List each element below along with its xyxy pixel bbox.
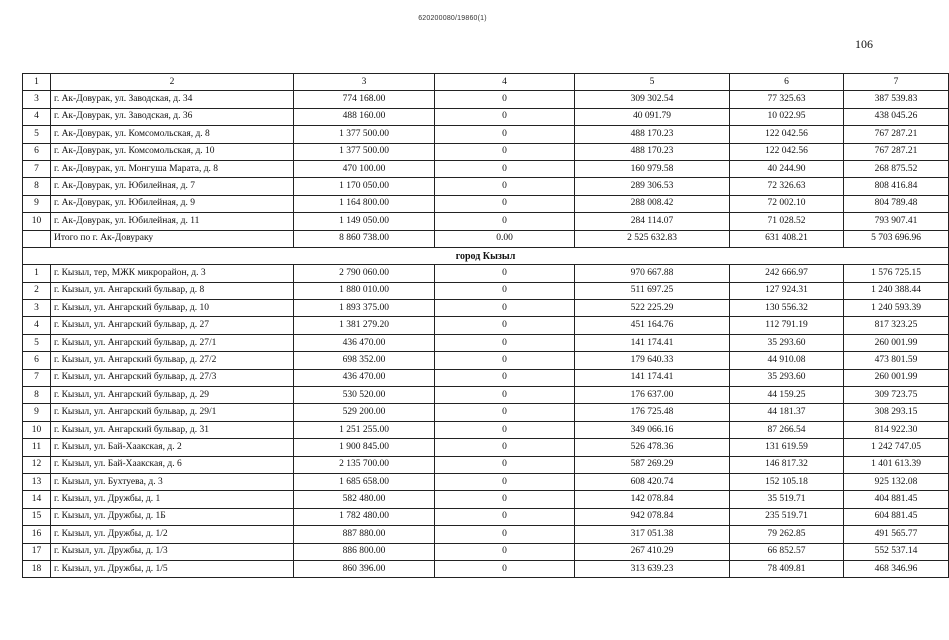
col-3-value: 1 377 500.00 [294, 126, 435, 143]
col-7-value: 925 132.08 [844, 473, 949, 490]
col-6-value: 122 042.56 [730, 126, 844, 143]
col-6-value: 79 262.85 [730, 526, 844, 543]
col-7-value: 5 703 696.96 [844, 230, 949, 247]
col-3-value: 529 200.00 [294, 404, 435, 421]
col-4-value: 0 [435, 526, 575, 543]
column-header: 4 [435, 74, 575, 91]
col-3-value: 2 790 060.00 [294, 265, 435, 282]
address: г. Кызыл, ул. Бухтуева, д. 3 [51, 473, 294, 490]
table-row [23, 300, 949, 317]
col-3-value: 530 520.00 [294, 387, 435, 404]
col-5-value: 142 078.84 [575, 491, 730, 508]
table-row [23, 352, 949, 369]
col-6-value: 35 293.60 [730, 334, 844, 351]
col-7-value: 1 240 388.44 [844, 282, 949, 299]
row-number: 5 [23, 334, 51, 351]
col-7-value: 1 401 613.39 [844, 456, 949, 473]
col-4-value: 0 [435, 160, 575, 177]
col-7-value: 793 907.41 [844, 213, 949, 230]
col-5-value: 160 979.58 [575, 160, 730, 177]
col-3-value: 1 149 050.00 [294, 213, 435, 230]
col-3-value: 2 135 700.00 [294, 456, 435, 473]
table-row [23, 387, 949, 404]
col-6-value: 152 105.18 [730, 473, 844, 490]
col-5-value: 451 164.76 [575, 317, 730, 334]
row-number: 15 [23, 508, 51, 525]
col-6-value: 112 791.19 [730, 317, 844, 334]
col-5-value: 309 302.54 [575, 91, 730, 108]
row-number: 7 [23, 369, 51, 386]
row-number: 7 [23, 160, 51, 177]
col-3-value: 8 860 738.00 [294, 230, 435, 247]
col-6-value: 87 266.54 [730, 421, 844, 438]
col-6-value: 131 619.59 [730, 439, 844, 456]
col-6-value: 130 556.32 [730, 300, 844, 317]
col-3-value: 1 377 500.00 [294, 143, 435, 160]
row-number: 4 [23, 317, 51, 334]
col-4-value: 0 [435, 491, 575, 508]
col-6-value: 44 159.25 [730, 387, 844, 404]
row-number: 18 [23, 560, 51, 577]
col-7-value: 808 416.84 [844, 178, 949, 195]
col-4-value: 0 [435, 265, 575, 282]
col-5-value: 526 478.36 [575, 439, 730, 456]
col-6-value: 122 042.56 [730, 143, 844, 160]
col-4-value: 0.00 [435, 230, 575, 247]
row-number: 6 [23, 143, 51, 160]
column-header: 1 [23, 74, 51, 91]
address: г. Ак-Довурак, ул. Заводская, д. 34 [51, 91, 294, 108]
col-5-value: 176 637.00 [575, 387, 730, 404]
address: г. Ак-Довурак, ул. Монгуша Марата, д. 8 [51, 160, 294, 177]
table-row [23, 560, 949, 577]
table-row [23, 508, 949, 525]
address: г. Кызыл, ул. Дружбы, д. 1/5 [51, 560, 294, 577]
col-6-value: 40 244.90 [730, 160, 844, 177]
col-4-value: 0 [435, 126, 575, 143]
col-3-value: 1 893 375.00 [294, 300, 435, 317]
col-6-value: 146 817.32 [730, 456, 844, 473]
col-4-value: 0 [435, 404, 575, 421]
address: г. Кызыл, ул. Бай-Хаакская, д. 6 [51, 456, 294, 473]
col-4-value: 0 [435, 369, 575, 386]
col-4-value: 0 [435, 108, 575, 125]
col-4-value: 0 [435, 352, 575, 369]
col-6-value: 72 326.63 [730, 178, 844, 195]
col-5-value: 488 170.23 [575, 126, 730, 143]
table-body [23, 74, 949, 578]
data-table [22, 73, 949, 578]
col-6-value: 71 028.52 [730, 213, 844, 230]
table-row [23, 91, 949, 108]
col-6-value: 72 002.10 [730, 195, 844, 212]
col-5-value: 284 114.07 [575, 213, 730, 230]
col-5-value: 40 091.79 [575, 108, 730, 125]
col-7-value: 552 537.14 [844, 543, 949, 560]
address: г. Кызыл, ул. Ангарский бульвар, д. 27/3 [51, 369, 294, 386]
address: г. Кызыл, ул. Дружбы, д. 1 [51, 491, 294, 508]
col-4-value: 0 [435, 195, 575, 212]
row-number: 6 [23, 352, 51, 369]
col-5-value: 141 174.41 [575, 334, 730, 351]
row-number: 5 [23, 126, 51, 143]
address: г. Кызыл, ул. Ангарский бульвар, д. 29 [51, 387, 294, 404]
address: Итого по г. Ак-Довураку [51, 230, 294, 247]
col-3-value: 436 470.00 [294, 369, 435, 386]
address: г. Кызыл, ул. Бай-Хаакская, д. 2 [51, 439, 294, 456]
col-7-value: 814 922.30 [844, 421, 949, 438]
table-row [23, 421, 949, 438]
table-row [23, 491, 949, 508]
col-7-value: 1 240 593.39 [844, 300, 949, 317]
address: г. Кызыл, ул. Ангарский бульвар, д. 27/2 [51, 352, 294, 369]
col-3-value: 1 381 279.20 [294, 317, 435, 334]
col-3-value: 1 900 845.00 [294, 439, 435, 456]
col-3-value: 1 164 800.00 [294, 195, 435, 212]
col-5-value: 942 078.84 [575, 508, 730, 525]
col-7-value: 308 293.15 [844, 404, 949, 421]
col-3-value: 1 782 480.00 [294, 508, 435, 525]
col-5-value: 587 269.29 [575, 456, 730, 473]
col-5-value: 179 640.33 [575, 352, 730, 369]
col-5-value: 349 066.16 [575, 421, 730, 438]
col-3-value: 436 470.00 [294, 334, 435, 351]
col-7-value: 438 045.26 [844, 108, 949, 125]
col-3-value: 582 480.00 [294, 491, 435, 508]
section-row [23, 247, 949, 264]
col-4-value: 0 [435, 143, 575, 160]
col-4-value: 0 [435, 439, 575, 456]
col-7-value: 260 001.99 [844, 334, 949, 351]
col-5-value: 608 420.74 [575, 473, 730, 490]
subtotal-row [23, 230, 949, 247]
address: г. Кызыл, ул. Дружбы, д. 1Б [51, 508, 294, 525]
table-row [23, 526, 949, 543]
row-number: 14 [23, 491, 51, 508]
col-7-value: 268 875.52 [844, 160, 949, 177]
col-7-value: 260 001.99 [844, 369, 949, 386]
row-number: 3 [23, 91, 51, 108]
col-6-value: 66 852.57 [730, 543, 844, 560]
col-7-value: 473 801.59 [844, 352, 949, 369]
col-4-value: 0 [435, 421, 575, 438]
col-6-value: 78 409.81 [730, 560, 844, 577]
address: г. Кызыл, тер, МЖК микрорайон, д. 3 [51, 265, 294, 282]
col-7-value: 1 576 725.15 [844, 265, 949, 282]
section-title: город Кызыл [23, 247, 949, 264]
col-6-value: 127 924.31 [730, 282, 844, 299]
col-3-value: 774 168.00 [294, 91, 435, 108]
col-3-value: 470 100.00 [294, 160, 435, 177]
table-row [23, 317, 949, 334]
col-4-value: 0 [435, 334, 575, 351]
col-7-value: 767 287.21 [844, 143, 949, 160]
col-4-value: 0 [435, 473, 575, 490]
col-4-value: 0 [435, 317, 575, 334]
col-4-value: 0 [435, 560, 575, 577]
table-row [23, 213, 949, 230]
col-5-value: 267 410.29 [575, 543, 730, 560]
col-7-value: 604 881.45 [844, 508, 949, 525]
table-row [23, 160, 949, 177]
row-number: 16 [23, 526, 51, 543]
address: г. Кызыл, ул. Ангарский бульвар, д. 27/1 [51, 334, 294, 351]
col-7-value: 1 242 747.05 [844, 439, 949, 456]
col-4-value: 0 [435, 282, 575, 299]
col-7-value: 309 723.75 [844, 387, 949, 404]
table-row [23, 178, 949, 195]
col-5-value: 511 697.25 [575, 282, 730, 299]
col-7-value: 491 565.77 [844, 526, 949, 543]
col-7-value: 387 539.83 [844, 91, 949, 108]
col-6-value: 44 181.37 [730, 404, 844, 421]
col-7-value: 817 323.25 [844, 317, 949, 334]
address: г. Ак-Довурак, ул. Юбилейная, д. 9 [51, 195, 294, 212]
col-7-value: 468 346.96 [844, 560, 949, 577]
row-number: 11 [23, 439, 51, 456]
row-number: 2 [23, 282, 51, 299]
address: г. Ак-Довурак, ул. Комсомольская, д. 8 [51, 126, 294, 143]
row-number: 10 [23, 421, 51, 438]
column-header: 7 [844, 74, 949, 91]
col-6-value: 77 325.63 [730, 91, 844, 108]
col-5-value: 488 170.23 [575, 143, 730, 160]
table-row [23, 369, 949, 386]
address: г. Кызыл, ул. Дружбы, д. 1/2 [51, 526, 294, 543]
row-number: 9 [23, 195, 51, 212]
table-row [23, 543, 949, 560]
col-5-value: 141 174.41 [575, 369, 730, 386]
col-3-value: 488 160.00 [294, 108, 435, 125]
row-number: 8 [23, 387, 51, 404]
col-6-value: 44 910.08 [730, 352, 844, 369]
col-6-value: 235 519.71 [730, 508, 844, 525]
col-4-value: 0 [435, 178, 575, 195]
address: г. Кызыл, ул. Ангарский бульвар, д. 31 [51, 421, 294, 438]
address: г. Ак-Довурак, ул. Юбилейная, д. 11 [51, 213, 294, 230]
col-6-value: 35 519.71 [730, 491, 844, 508]
col-3-value: 1 880 010.00 [294, 282, 435, 299]
col-3-value: 887 880.00 [294, 526, 435, 543]
row-number: 8 [23, 178, 51, 195]
col-4-value: 0 [435, 456, 575, 473]
table-row [23, 143, 949, 160]
table-row [23, 404, 949, 421]
table-row [23, 108, 949, 125]
col-3-value: 860 396.00 [294, 560, 435, 577]
row-number: 4 [23, 108, 51, 125]
col-3-value: 698 352.00 [294, 352, 435, 369]
col-6-value: 10 022.95 [730, 108, 844, 125]
address: г. Ак-Довурак, ул. Комсомольская, д. 10 [51, 143, 294, 160]
col-4-value: 0 [435, 300, 575, 317]
col-5-value: 522 225.29 [575, 300, 730, 317]
col-6-value: 242 666.97 [730, 265, 844, 282]
col-3-value: 1 251 255.00 [294, 421, 435, 438]
page-number: 106 [855, 37, 873, 51]
col-7-value: 767 287.21 [844, 126, 949, 143]
col-5-value: 313 639.23 [575, 560, 730, 577]
col-3-value: 1 170 050.00 [294, 178, 435, 195]
column-header: 6 [730, 74, 844, 91]
col-3-value: 1 685 658.00 [294, 473, 435, 490]
table-row [23, 439, 949, 456]
col-3-value: 886 800.00 [294, 543, 435, 560]
col-5-value: 288 008.42 [575, 195, 730, 212]
row-number: 10 [23, 213, 51, 230]
table-row [23, 456, 949, 473]
row-number: 13 [23, 473, 51, 490]
col-6-value: 631 408.21 [730, 230, 844, 247]
header-row [23, 74, 949, 91]
column-header: 5 [575, 74, 730, 91]
col-6-value: 35 293.60 [730, 369, 844, 386]
address: г. Кызыл, ул. Ангарский бульвар, д. 27 [51, 317, 294, 334]
address: г. Кызыл, ул. Дружбы, д. 1/3 [51, 543, 294, 560]
table-row [23, 195, 949, 212]
address: г. Кызыл, ул. Ангарский бульвар, д. 10 [51, 300, 294, 317]
row-number [23, 230, 51, 247]
address: г. Ак-Довурак, ул. Заводская, д. 36 [51, 108, 294, 125]
row-number: 17 [23, 543, 51, 560]
table-row [23, 473, 949, 490]
col-7-value: 804 789.48 [844, 195, 949, 212]
col-5-value: 970 667.88 [575, 265, 730, 282]
column-header: 3 [294, 74, 435, 91]
table-row [23, 126, 949, 143]
table-row [23, 334, 949, 351]
row-number: 9 [23, 404, 51, 421]
row-number: 1 [23, 265, 51, 282]
document-id: 620200080/19860(1) [418, 15, 487, 22]
table-row [23, 282, 949, 299]
row-number: 3 [23, 300, 51, 317]
col-4-value: 0 [435, 543, 575, 560]
col-4-value: 0 [435, 387, 575, 404]
address: г. Кызыл, ул. Ангарский бульвар, д. 8 [51, 282, 294, 299]
address: г. Кызыл, ул. Ангарский бульвар, д. 29/1 [51, 404, 294, 421]
table-row [23, 265, 949, 282]
col-4-value: 0 [435, 508, 575, 525]
row-number: 12 [23, 456, 51, 473]
col-5-value: 2 525 632.83 [575, 230, 730, 247]
col-4-value: 0 [435, 213, 575, 230]
col-5-value: 317 051.38 [575, 526, 730, 543]
col-7-value: 404 881.45 [844, 491, 949, 508]
col-4-value: 0 [435, 91, 575, 108]
address: г. Ак-Довурак, ул. Юбилейная, д. 7 [51, 178, 294, 195]
col-5-value: 289 306.53 [575, 178, 730, 195]
col-5-value: 176 725.48 [575, 404, 730, 421]
column-header: 2 [51, 74, 294, 91]
